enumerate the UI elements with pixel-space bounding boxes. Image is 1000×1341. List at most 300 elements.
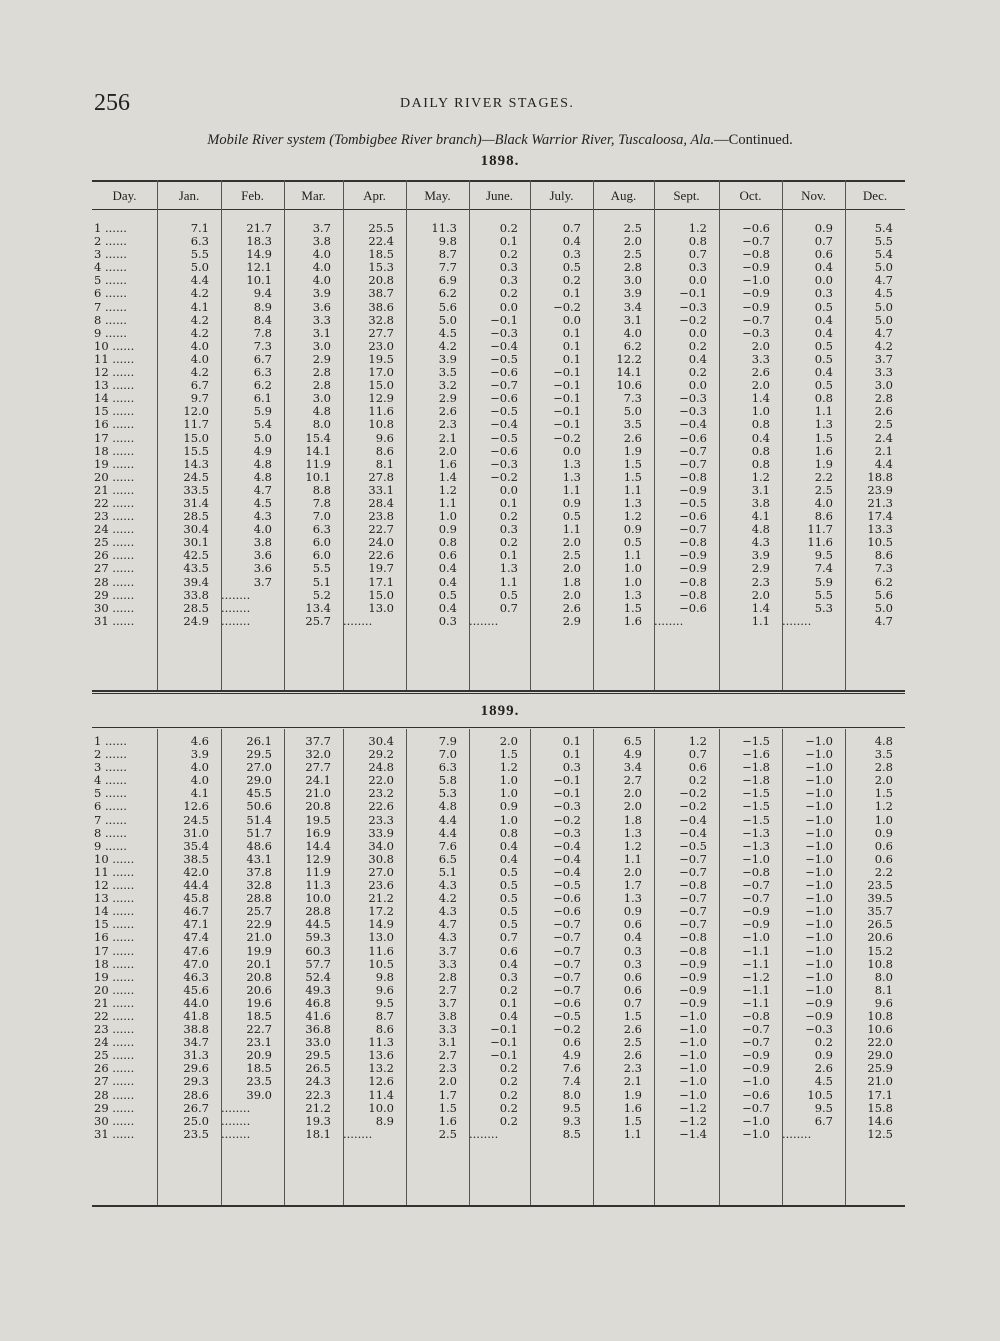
stage-value: 3.6 [312,299,331,314]
stage-value: −1.0 [805,956,833,971]
stage-value: 0.6 [688,760,707,775]
stage-value: 1.3 [562,456,581,471]
stage-value: 18.3 [246,234,272,249]
stage-value: 0.5 [499,891,518,906]
day-label: 9 ...... [94,838,127,853]
stage-value: 2.0 [562,535,581,550]
day-label: 30 ...... [94,600,135,615]
stage-value: 7.8 [312,495,331,510]
jan-column-1898 [157,222,209,628]
stage-value: −1.0 [679,1087,707,1102]
stage-value: −1.5 [742,799,770,814]
stage-value: 4.9 [253,443,272,458]
stage-value: 0.2 [499,286,518,301]
stage-value: −0.3 [490,456,518,471]
stage-value: 0.9 [562,495,581,510]
dec-column-1898 [845,222,893,628]
stage-value: 10.5 [867,535,893,550]
stage-value: 0.3 [814,286,833,301]
stage-value: 1.2 [438,482,457,497]
stage-value: 0.8 [814,391,833,406]
stage-value: 9.3 [562,1113,581,1128]
stage-value: 7.4 [814,561,833,576]
mid-rule-2 [92,693,905,694]
caption-italic: Mobile River system (Tombigbee River branch)—Black Warrior River, Tuscaloosa, Ala. [207,132,715,148]
stage-value: 19.9 [246,943,272,958]
stage-value: 11.3 [305,878,331,893]
stage-value: 25.5 [368,221,394,235]
stage-value: 1.4 [751,391,770,406]
stage-value: −0.4 [679,812,707,827]
stage-value: 13.4 [305,600,331,615]
stage-value: 10.6 [867,1022,893,1037]
stage-value: 39.0 [246,1087,272,1102]
stage-value: ........ [221,613,251,628]
stage-value: 6.3 [438,760,457,775]
stage-value: 3.0 [312,338,331,353]
mid-rule-1 [92,690,905,692]
stage-value: 21.7 [246,221,272,235]
stage-value: −0.3 [679,404,707,419]
stage-value: 29.0 [246,773,272,788]
stage-value: 5.1 [438,864,457,879]
stage-value: 0.6 [623,969,642,984]
stage-value: 1.3 [623,587,642,602]
stage-value: 20.6 [867,930,893,945]
stage-value: 47.0 [183,956,209,971]
mid-rule-3 [92,727,905,728]
stage-value: 47.4 [183,930,209,945]
stage-value: 4.4 [438,825,457,840]
stage-value: 5.4 [874,221,893,235]
stage-value: 9.8 [438,234,457,249]
stage-value: 20.6 [246,982,272,997]
stage-value: 10.0 [368,1100,394,1115]
stage-value: 43.5 [183,561,209,576]
stage-value: 9.6 [874,995,893,1010]
stage-value: −1.0 [805,864,833,879]
stage-value: −1.0 [805,930,833,945]
stage-value: 0.3 [562,760,581,775]
stage-value: 14.4 [305,838,331,853]
stage-value: 1.1 [623,482,642,497]
stage-value: −0.2 [553,1022,581,1037]
stage-value: 4.2 [190,365,209,380]
stage-value: 6.5 [438,851,457,866]
stage-value: −0.8 [679,469,707,484]
stage-value: 1.2 [874,799,893,814]
day-label: 17 ...... [94,943,135,958]
stage-value: 1.6 [814,443,833,458]
header-july: July. [549,188,574,203]
stage-value: 10.5 [807,1087,833,1102]
stage-value: 5.5 [874,234,893,249]
stage-value: 0.0 [814,273,833,288]
stage-value: −0.1 [553,786,581,801]
stage-value: 0.2 [499,1113,518,1128]
stage-value: −0.8 [679,587,707,602]
stage-value: 10.1 [246,273,272,288]
stage-value: −0.9 [679,561,707,576]
stage-value: 6.7 [190,378,209,393]
stage-value: −1.8 [742,760,770,775]
stage-value: 0.0 [688,325,707,340]
stage-value: 2.7 [438,982,457,997]
stage-value: 22.7 [368,522,394,537]
stage-value: 24.1 [305,773,331,788]
stage-value: 23.5 [246,1074,272,1089]
stage-value: 6.2 [874,574,893,589]
stage-value: 57.7 [305,956,331,971]
day-label: 5 ...... [94,786,127,801]
stage-value: −0.7 [553,969,581,984]
header-mar: Mar. [301,188,326,203]
day-label: 31 ...... [94,1126,135,1141]
table-caption [0,132,1000,149]
stage-value: −1.0 [742,273,770,288]
stage-value: 2.3 [438,1061,457,1076]
stage-value: 2.1 [623,1074,642,1089]
stage-value: 1.3 [623,891,642,906]
stage-value: 24.5 [183,812,209,827]
stage-value: −1.0 [805,825,833,840]
stage-value: 0.9 [623,904,642,919]
stage-value: −0.4 [553,838,581,853]
stage-value: −0.7 [553,982,581,997]
stage-value: 30.4 [183,522,209,537]
day-label: 11 ...... [94,864,135,879]
stage-value: 1.6 [623,1100,642,1115]
day-label: 10 ...... [94,338,135,353]
day-label: 28 ...... [94,1087,135,1102]
day-label: 2 ...... [94,234,127,249]
stage-value: −0.2 [553,812,581,827]
stage-value: 4.0 [190,773,209,788]
stage-value: 20.8 [368,273,394,288]
stage-value: −1.8 [742,773,770,788]
stage-value: 1.1 [562,522,581,537]
stage-value: 35.7 [867,904,893,919]
stage-value: 0.7 [562,221,581,235]
stage-value: −0.2 [679,799,707,814]
header-feb: Feb. [241,188,264,203]
stage-value: 26.1 [246,734,272,748]
stage-value: 1.2 [688,221,707,235]
stage-value: 8.7 [438,247,457,262]
stage-value: 0.2 [499,1100,518,1115]
stage-value: 15.8 [867,1100,893,1115]
stage-value: 0.7 [499,600,518,615]
stage-value: 29.5 [246,747,272,762]
stage-value: −0.1 [553,417,581,432]
stage-value: 22.0 [867,1035,893,1050]
stage-value: 0.2 [688,338,707,353]
stage-value: 20.1 [246,956,272,971]
stage-value: 25.0 [183,1113,209,1128]
stage-value: 1.2 [751,469,770,484]
stage-value: 30.4 [368,734,394,748]
stage-value: 15.0 [368,378,394,393]
stage-value: −0.1 [553,365,581,380]
stage-value: −1.3 [742,825,770,840]
stage-value: 0.9 [438,522,457,537]
stage-value: 8.0 [874,969,893,984]
stage-value: 8.1 [874,982,893,997]
stage-value: 19.6 [246,995,272,1010]
day-label: 26 ...... [94,1061,135,1076]
stage-value: 2.3 [623,1061,642,1076]
nov-column-1898 [782,222,833,628]
stage-value: 48.6 [246,838,272,853]
day-label: 20 ...... [94,982,135,997]
stage-value: 22.6 [368,548,394,563]
stage-value: 3.8 [751,495,770,510]
stage-value: 2.6 [623,1022,642,1037]
stage-value: −0.7 [679,864,707,879]
stage-value: −0.7 [679,891,707,906]
header-june: June. [485,188,514,203]
stage-value: −1.0 [679,1035,707,1050]
stage-value: 5.0 [874,260,893,275]
stage-value: 0.8 [751,456,770,471]
stage-value: 17.1 [368,574,394,589]
stage-value: 0.5 [562,260,581,275]
day-label: 13 ...... [94,891,135,906]
stage-value: 0.5 [499,904,518,919]
stage-value: 3.1 [312,325,331,340]
stage-value: 1.5 [438,1100,457,1115]
stage-value: −0.9 [742,904,770,919]
day-label: 26 ...... [94,548,135,563]
stage-value: 1.2 [688,734,707,748]
stage-value: −1.1 [742,956,770,971]
stage-value: −0.6 [742,1087,770,1102]
stage-value: −0.3 [742,325,770,340]
stage-value: −0.3 [553,825,581,840]
stage-value: 1.8 [623,812,642,827]
stage-value: 0.9 [623,522,642,537]
stage-value: 3.7 [874,351,893,366]
stage-value: 8.6 [375,1022,394,1037]
stage-value: 45.8 [183,891,209,906]
stage-value: 2.5 [562,548,581,563]
stage-value: 2.3 [751,574,770,589]
stage-value: 2.9 [312,351,331,366]
stage-value: 0.9 [814,1048,833,1063]
day-label: 11 ...... [94,351,135,366]
stage-value: 0.8 [438,535,457,550]
stage-value: 12.9 [305,851,331,866]
stage-value: 22.4 [368,234,394,249]
stage-value: 0.8 [499,825,518,840]
stage-value: 3.3 [751,351,770,366]
stage-value: 22.7 [246,1022,272,1037]
stage-value: 0.7 [499,930,518,945]
stage-value: 0.1 [499,548,518,563]
stage-value: 2.5 [814,482,833,497]
day-label: 9 ...... [94,325,127,340]
stage-value: −1.4 [679,1126,707,1141]
stage-value: 2.6 [562,600,581,615]
stage-value: 4.2 [190,286,209,301]
stage-value: 1.3 [623,825,642,840]
day-label: 23 ...... [94,509,135,524]
day-label: 7 ...... [94,812,127,827]
stage-value: 5.0 [874,600,893,615]
stage-value: −1.0 [742,1126,770,1141]
stage-value: 4.5 [874,286,893,301]
stage-value: −0.8 [742,247,770,262]
stage-value: 23.6 [368,878,394,893]
stage-value: 2.9 [438,391,457,406]
stage-value: 28.5 [183,509,209,524]
stage-value: 3.0 [874,378,893,393]
stage-value: 1.6 [438,1113,457,1128]
stage-value: ........ [221,1113,251,1128]
stage-value: 0.2 [499,509,518,524]
stage-value: 30.1 [183,535,209,550]
stage-value: 2.6 [623,1048,642,1063]
stage-value: 45.5 [246,786,272,801]
stage-value: ........ [343,1126,373,1141]
stage-value: 16.9 [305,825,331,840]
stage-value: 11.6 [368,943,394,958]
stage-value: 10.1 [305,469,331,484]
stage-value: 52.4 [305,969,331,984]
stage-value: −0.5 [679,838,707,853]
stage-value: 4.3 [438,930,457,945]
stage-value: 1.5 [499,747,518,762]
stage-value: 10.8 [867,956,893,971]
stage-value: 5.6 [438,299,457,314]
stage-value: 33.0 [305,1035,331,1050]
stage-value: 0.2 [499,221,518,235]
stage-value: 1.0 [499,786,518,801]
stage-value: −0.7 [553,943,581,958]
stage-value: 5.9 [814,574,833,589]
header-day: Day. [112,188,137,203]
stage-value: 10.8 [368,417,394,432]
stage-value: −0.6 [490,391,518,406]
stage-value: 1.3 [562,469,581,484]
stage-value: 60.3 [305,943,331,958]
stage-value: 23.1 [246,1035,272,1050]
mar-column-1899 [284,735,331,1141]
stage-value: 0.2 [499,1087,518,1102]
header-oct: Oct. [739,188,762,203]
stage-value: 4.7 [253,482,272,497]
stage-value: 0.0 [499,299,518,314]
stage-value: 13.0 [368,930,394,945]
stage-value: 5.2 [312,587,331,602]
stage-value: 3.1 [623,312,642,327]
bottom-rule [92,1205,905,1207]
day-label: 16 ...... [94,417,135,432]
stage-value: −1.5 [742,812,770,827]
stage-value: 42.5 [183,548,209,563]
stage-value: 31.3 [183,1048,209,1063]
day-label: 7 ...... [94,299,127,314]
stage-value: 7.6 [438,838,457,853]
aug-column-1899 [593,735,642,1141]
stage-value: 4.2 [438,891,457,906]
stage-value: 3.3 [312,312,331,327]
stage-value: 12.6 [183,799,209,814]
stage-value: 17.0 [368,365,394,380]
stage-value: 8.4 [253,312,272,327]
stage-value: 1.5 [623,1008,642,1023]
day-label: 18 ...... [94,956,135,971]
stage-value: 2.0 [623,864,642,879]
stage-value: 3.7 [312,221,331,235]
stage-value: 18.5 [368,247,394,262]
stage-value: 0.4 [562,234,581,249]
stage-value: 51.4 [246,812,272,827]
stage-value: 5.5 [312,561,331,576]
stage-value: 2.4 [874,430,893,445]
stage-value: 1.0 [438,509,457,524]
day-label: 12 ...... [94,878,135,893]
stage-value: −1.0 [805,969,833,984]
stage-value: 0.0 [688,378,707,393]
stage-value: 3.4 [623,299,642,314]
stage-value: 1.8 [562,574,581,589]
stage-value: 0.6 [623,982,642,997]
stage-value: 2.2 [874,864,893,879]
stage-value: 4.8 [874,734,893,748]
stage-value: 17.2 [368,904,394,919]
stage-value: 1.9 [623,1087,642,1102]
stage-value: 5.1 [312,574,331,589]
stage-value: 5.4 [253,417,272,432]
stage-value: 25.9 [867,1061,893,1076]
stage-value: 24.0 [368,535,394,550]
day-label: 24 ...... [94,522,135,537]
stage-value: 3.9 [190,747,209,762]
day-label: 24 ...... [94,1035,135,1050]
stage-value: 2.0 [751,587,770,602]
stage-value: 6.3 [253,365,272,380]
stage-value: 4.0 [814,495,833,510]
stage-value: −0.6 [679,509,707,524]
stage-value: 24.9 [183,613,209,628]
stage-value: 2.6 [751,365,770,380]
stage-value: 11.7 [807,522,833,537]
stage-value: 8.9 [253,299,272,314]
stage-value: 37.8 [246,864,272,879]
stage-value: 4.9 [623,747,642,762]
stage-value: 44.0 [183,995,209,1010]
stage-value: 29.0 [867,1048,893,1063]
stage-value: −1.0 [805,891,833,906]
stage-value: 0.1 [562,325,581,340]
stage-value: 7.3 [623,391,642,406]
day-label: 25 ...... [94,1048,135,1063]
stage-value: 3.8 [438,1008,457,1023]
stage-value: 5.0 [623,404,642,419]
stage-value: 2.7 [623,773,642,788]
stage-value: 0.4 [814,312,833,327]
day-label: 15 ...... [94,917,135,932]
stage-value: 1.3 [814,417,833,432]
stage-value: 4.2 [190,312,209,327]
stage-value: 21.2 [368,891,394,906]
feb-column-1898 [221,222,272,628]
day-label: 16 ...... [94,930,135,945]
apr-column-1899 [343,735,394,1141]
stage-value: 4.0 [190,338,209,353]
stage-value: 0.3 [499,273,518,288]
